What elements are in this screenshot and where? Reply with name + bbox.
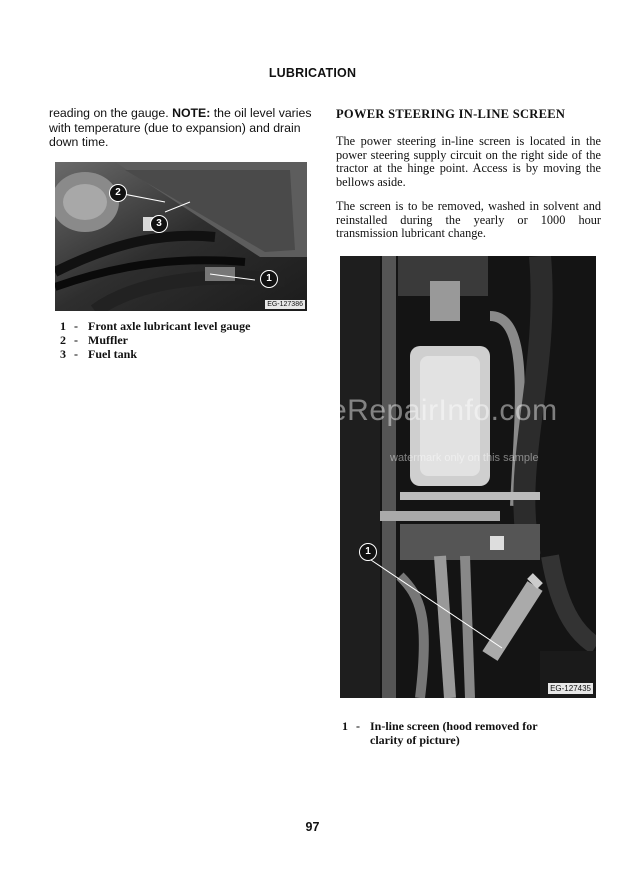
callout-2: 2 xyxy=(109,184,127,202)
page-number: 97 xyxy=(305,820,320,834)
page-header: LUBRICATION xyxy=(268,66,357,80)
front-axle-photo xyxy=(55,162,307,311)
paragraph-service: The screen is to be removed, washed in solvent and reinstalled during the yearly or 1000 hour transmission lubricant change. xyxy=(336,199,601,241)
paragraph-location: The power steering in-line screen is located in the power steering supply circuit on the right side of the tractor at the hinge point. Access is by moving the bellows aside. xyxy=(336,134,601,190)
inline-screen-photo xyxy=(340,256,596,698)
photo2-legend xyxy=(342,720,598,748)
callout-3: 3 xyxy=(150,215,168,233)
photo-id-label: EG-127386 xyxy=(267,301,303,308)
inline-screen-photo-graphic xyxy=(340,256,596,698)
section-title: POWER STEERING IN-LINE SCREEN xyxy=(336,107,566,121)
callout-1: 1 xyxy=(359,543,377,561)
watermark: eRepairInfo.com xyxy=(330,394,558,427)
legend-item-continuation: clarity of picture) xyxy=(370,732,460,747)
note-label: NOTE: xyxy=(172,106,211,120)
legend-item: 1 - In-line screen (hood removed for xyxy=(342,719,538,733)
photo1-legend xyxy=(60,320,320,361)
legend-item: 2 - Muffler xyxy=(60,332,128,347)
photo-id-label: EG-127435 xyxy=(550,684,591,693)
intro-paragraph: reading on the gauge. NOTE: the oil level varies with temperature (due to expansion) and drain down time. xyxy=(49,106,312,150)
watermark-subtext: watermark only on this sample xyxy=(390,452,539,464)
legend-item: 1 - Front axle lubricant level gauge xyxy=(60,319,251,333)
front-axle-photo-graphic xyxy=(55,162,307,311)
callout-1: 1 xyxy=(260,270,278,288)
legend-item: 3 - Fuel tank xyxy=(60,346,138,361)
